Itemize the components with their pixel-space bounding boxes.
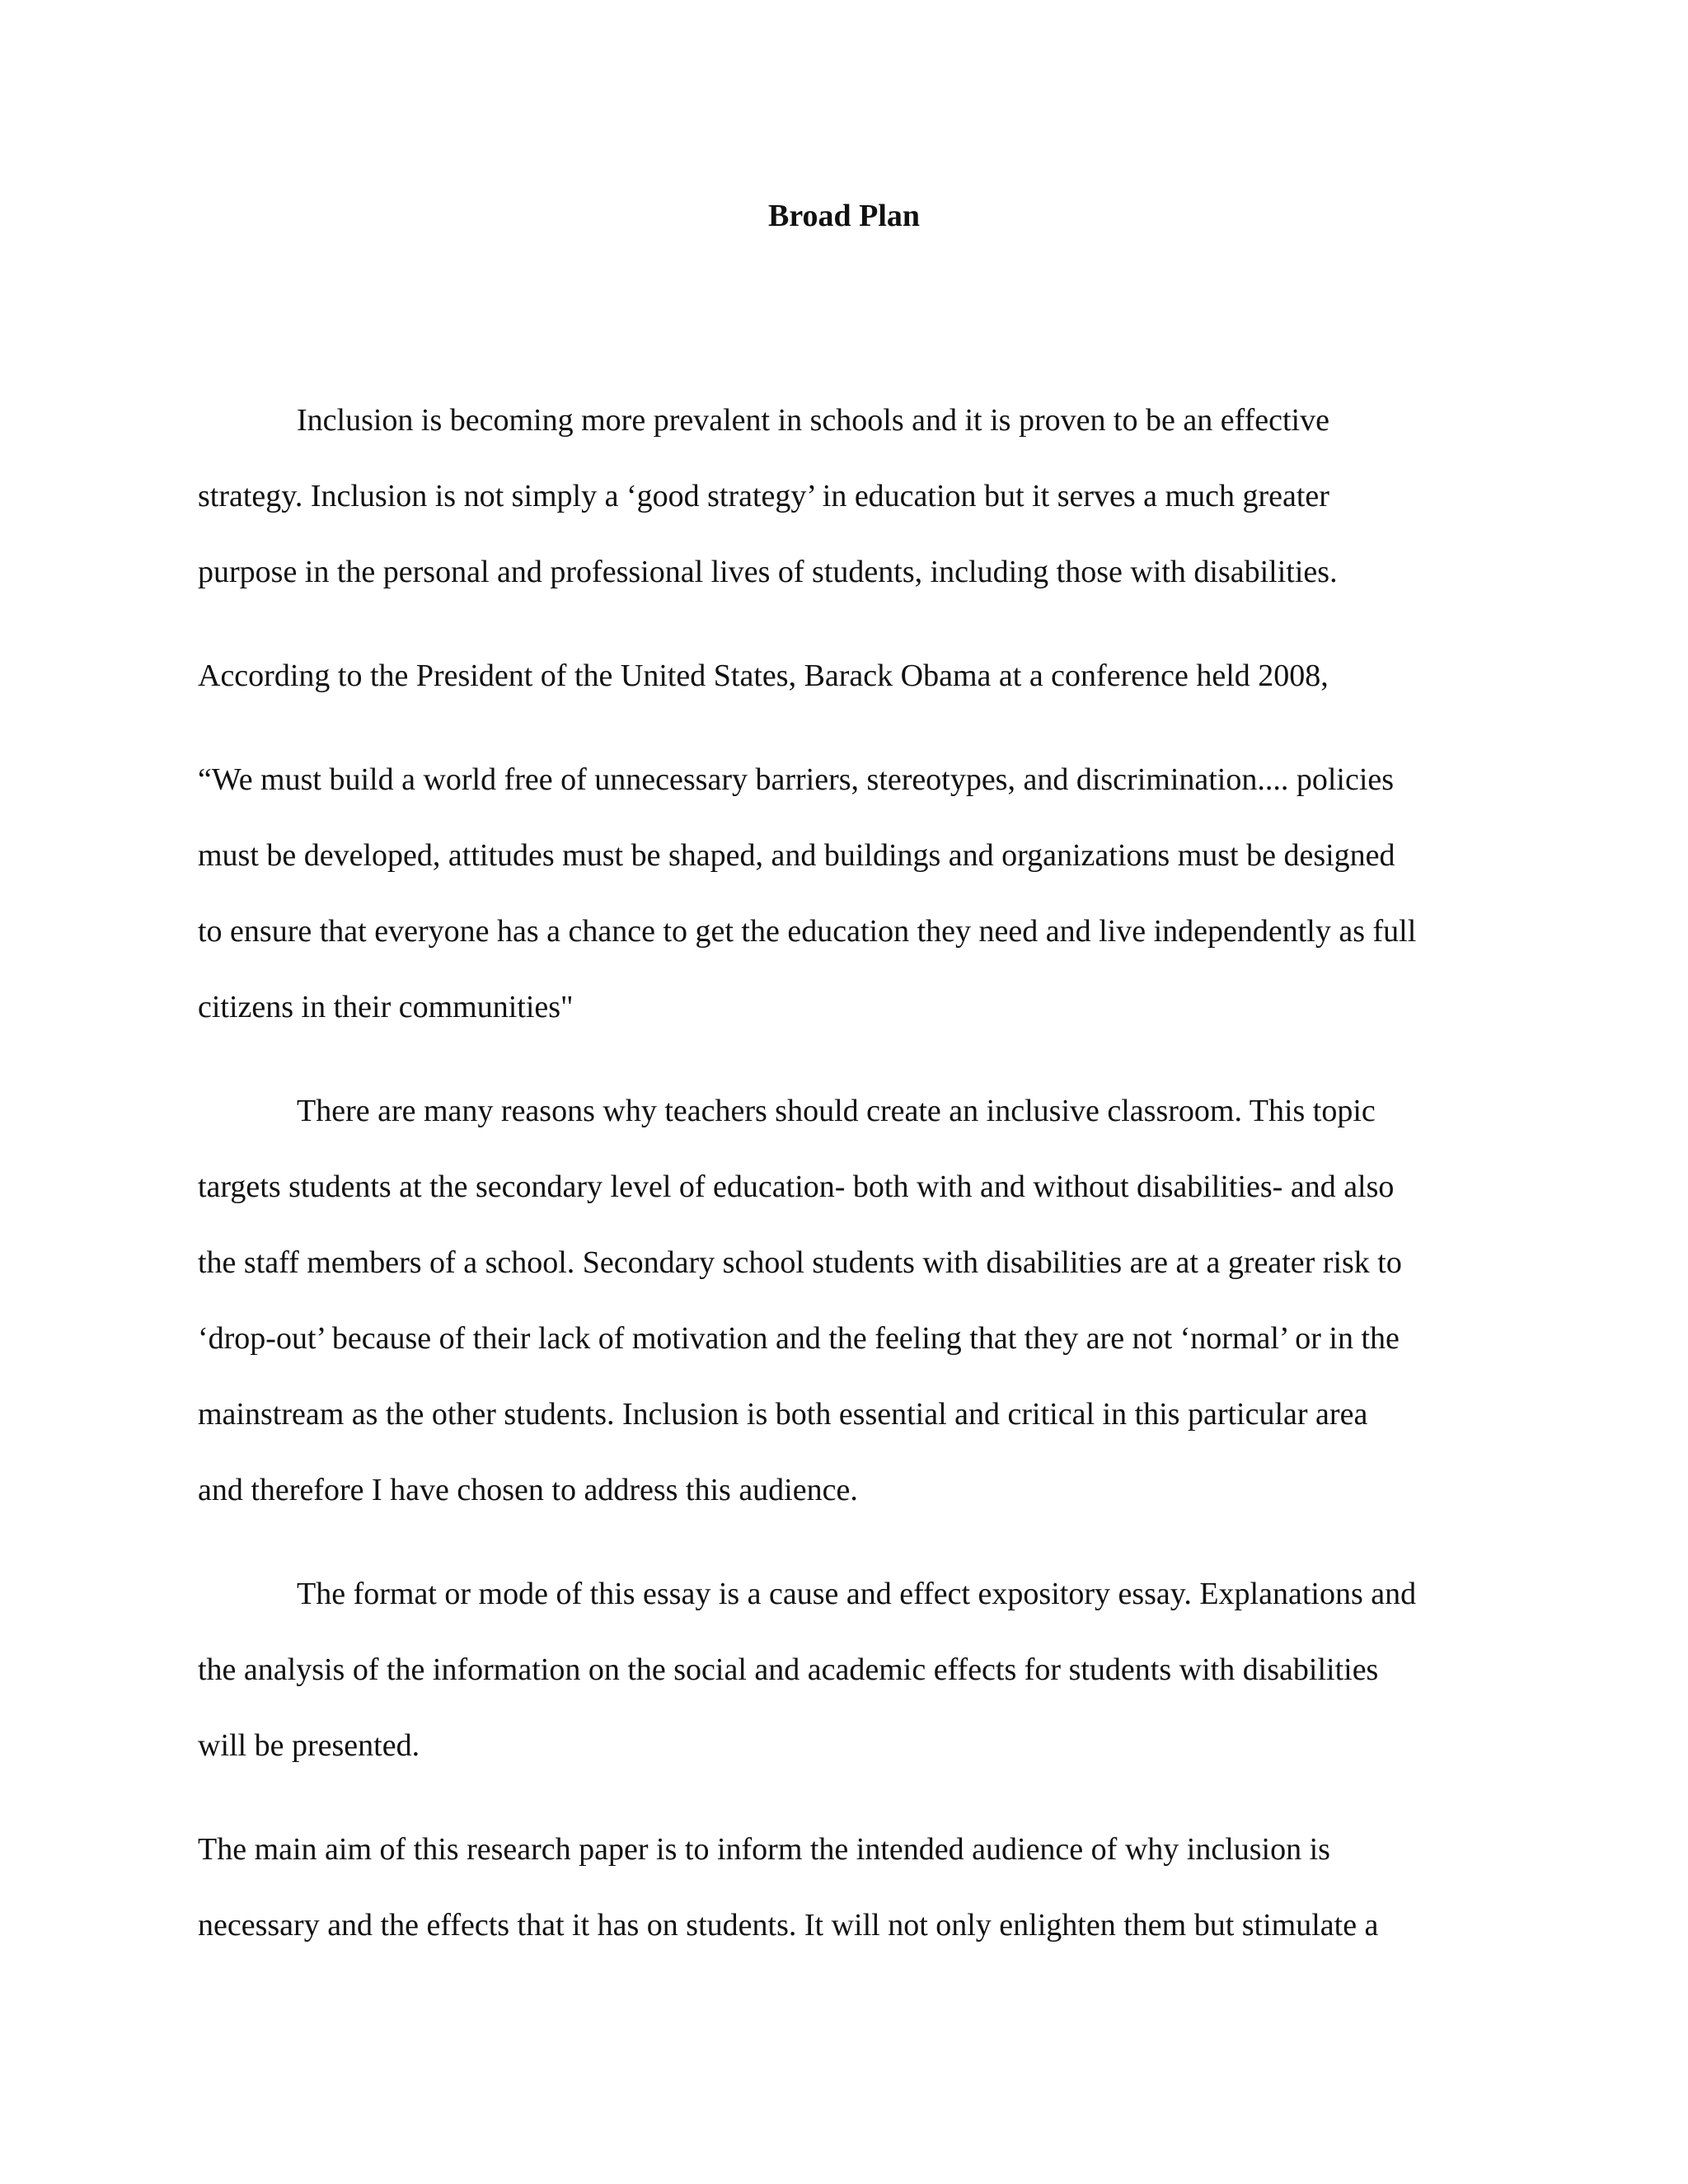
- paragraph-4-line-3: will be presented.: [198, 1728, 420, 1763]
- paragraph-5-line-2: necessary and the effects that it has on students. It will not only enlighten them but stimulate a: [198, 1908, 1379, 1943]
- paragraph-5-line-1: The main aim of this research paper is to inform the intended audience of why inclusion is: [198, 1832, 1330, 1867]
- quote-line-3: to ensure that everyone has a chance to get the education they need and live independently as full: [198, 914, 1417, 949]
- paragraph-3-line-6: and therefore I have chosen to address this audience.: [198, 1473, 858, 1507]
- paragraph-3-line-4: ‘drop-out’ because of their lack of motivation and the feeling that they are not ‘normal’ or in the: [198, 1321, 1400, 1356]
- paragraph-3-line-3: the staff members of a school. Secondary school students with disabilities are at a greater risk to: [198, 1245, 1402, 1280]
- quote-line-1: “We must build a world free of unnecessary barriers, stereotypes, and discrimination.... policies: [198, 762, 1395, 797]
- page-title: Broad Plan: [767, 199, 921, 233]
- paragraph-2-line-1: According to the President of the United States, Barack Obama at a conference held 2008,: [198, 658, 1329, 693]
- paragraph-3-line-5: mainstream as the other students. Inclusion is both essential and critical in this particular area: [198, 1397, 1368, 1432]
- quote-line-4: citizens in their communities": [198, 990, 574, 1024]
- paragraph-3-line-1: There are many reasons why teachers should create an inclusive classroom. This topic: [297, 1094, 1376, 1128]
- quote-line-2: must be developed, attitudes must be shaped, and buildings and organizations must be designed: [198, 838, 1395, 873]
- paragraph-4-line-1: The format or mode of this essay is a cause and effect expository essay. Explanations and: [297, 1577, 1417, 1611]
- paragraph-3-line-2: targets students at the secondary level of education- both with and without disabilities- and also: [198, 1169, 1395, 1204]
- paragraph-1-line-2: strategy. Inclusion is not simply a ‘good strategy’ in education but it serves a much greater: [198, 479, 1329, 513]
- paragraph-4-line-2: the analysis of the information on the social and academic effects for students with disabilities: [198, 1652, 1379, 1687]
- paragraph-1-line-3: purpose in the personal and professional lives of students, including those with disabilities.: [198, 555, 1338, 589]
- paragraph-1-line-1: Inclusion is becoming more prevalent in schools and it is proven to be an effective: [297, 403, 1329, 438]
